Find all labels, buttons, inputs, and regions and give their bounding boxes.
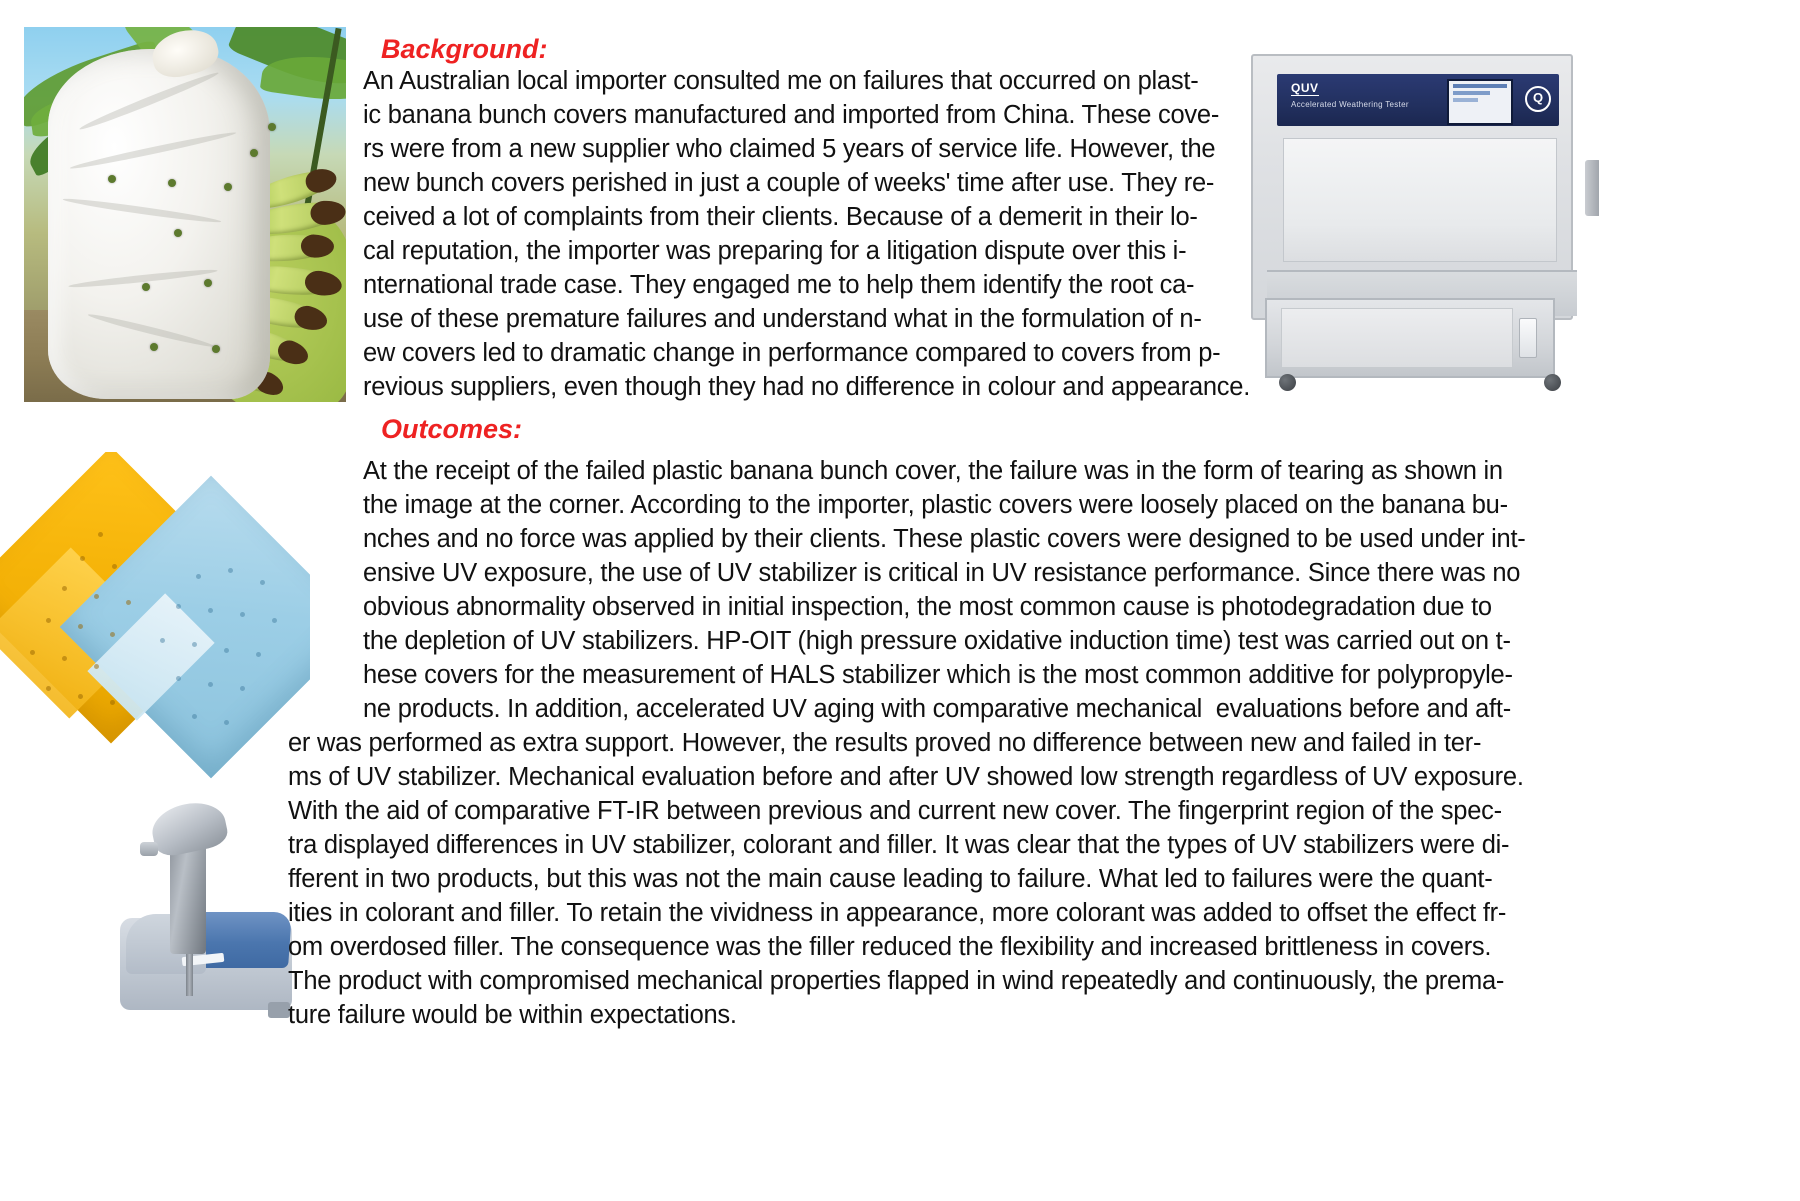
cover-perforation [142, 283, 150, 291]
cover-perforation [108, 175, 116, 183]
text-line: nches and no force was applied by their clients. These plastic covers were designed to be used under int- [363, 525, 1526, 553]
cover-perforation [212, 345, 220, 353]
tester-display-screen [1447, 79, 1513, 125]
tester-pedestal [1265, 298, 1555, 378]
cover-perforation [168, 179, 176, 187]
instrument-head [148, 797, 230, 859]
tester-caster-wheel [1279, 374, 1296, 391]
text-line: ms of UV stabilizer. Mechanical evaluation before and after UV showed low strength regardless of UV exposure. [288, 763, 1524, 791]
text-line: new bunch covers perished in just a couple of weeks' time after use. They re- [363, 169, 1215, 197]
text-line: hese covers for the measurement of HALS stabilizer which is the most common additive for polypropyle- [363, 661, 1513, 689]
text-line: use of these premature failures and understand what in the formulation of n- [363, 305, 1202, 333]
background-section-heading: Background: [381, 34, 548, 64]
text-line: om overdosed filler. The consequence was the filler reduced the flexibility and increased brittleness in covers. [288, 933, 1492, 961]
text-line: ic banana bunch covers manufactured and imported from China. These cove- [363, 101, 1220, 129]
text-line: obvious abnormality observed in initial inspection, the most common cause is photodegradation due to [363, 593, 1492, 621]
text-line: er was performed as extra support. However, the results proved no difference between new and failed in ter- [288, 729, 1482, 757]
text-line: At the receipt of the failed plastic banana bunch cover, the failure was in the form of tearing as shown in [363, 457, 1503, 485]
text-line: fferent in two products, but this was not the main cause leading to failure. What led to failures were the quant- [288, 865, 1493, 893]
cover-perforation [268, 123, 276, 131]
quv-brand-label: QUV [1291, 81, 1319, 95]
instrument-foot [268, 1002, 290, 1018]
tester-caster-wheel [1544, 374, 1561, 391]
text-line: ew covers led to dramatic change in performance compared to covers from p- [363, 339, 1221, 367]
text-line: tra displayed differences in UV stabilizer, colorant and filler. It was clear that the types of UV stabilizers were di- [288, 831, 1510, 859]
text-line: rs were from a new supplier who claimed 5 years of service life. However, the [363, 135, 1216, 163]
text-line: nternational trade case. They engaged me to help them identify the root ca- [363, 271, 1195, 299]
text-line: cal reputation, the importer was preparing for a litigation dispute over this i- [363, 237, 1187, 265]
text-line: ne products. In addition, accelerated UV aging with comparative mechanical evaluations before and aft- [363, 695, 1511, 723]
outcomes-section-heading: Outcomes: [381, 414, 523, 444]
plastic-bunch-cover-bag [48, 49, 270, 399]
tester-cabinet [1251, 54, 1573, 320]
text-line: ensive UV exposure, the use of UV stabilizer is critical in UV resistance performance. Since there was no [363, 559, 1521, 587]
tester-door-panel [1283, 138, 1557, 262]
pedestal-door [1281, 308, 1513, 368]
quv-model-label: Accelerated Weathering Tester [1291, 100, 1409, 109]
quv-weathering-tester-photo [1241, 40, 1599, 395]
text-line: the image at the corner. According to the importer, plastic covers were loosely placed on the banana bu- [363, 491, 1508, 519]
cover-perforation [174, 229, 182, 237]
text-line: revious suppliers, even though they had no difference in colour and appearance. [363, 373, 1251, 401]
q-lab-badge: Q [1525, 86, 1551, 112]
tester-control-panel [1277, 74, 1559, 126]
text-line: An Australian local importer consulted me on failures that occurred on plast- [363, 67, 1199, 95]
cover-perforation [150, 343, 158, 351]
tester-side-pipe [1585, 160, 1599, 216]
text-line: ceived a lot of complaints from their clients. Because of a demerit in their lo- [363, 203, 1198, 231]
water-level-gauge [1519, 318, 1537, 358]
text-line: ities in colorant and filler. To retain the vividness in appearance, more colorant was added to offset the effect fr- [288, 899, 1507, 927]
text-line: the depletion of UV stabilizers. HP-OIT (high pressure oxidative induction time) test was carried out on t- [363, 627, 1511, 655]
banana-bunch-cover-photo [24, 27, 346, 402]
plastic-cover-sheets-photo [0, 452, 310, 782]
cover-perforation [204, 279, 212, 287]
instrument-knob [140, 842, 158, 856]
cover-perforation [250, 149, 258, 157]
cover-perforation [224, 183, 232, 191]
text-line: ture failure would be within expectations. [288, 1001, 737, 1029]
text-line: The product with compromised mechanical properties flapped in wind repeatedly and continuously, the prema- [288, 967, 1505, 995]
ftir-spectrometer-photo [118, 792, 296, 1020]
text-line: With the aid of comparative FT-IR between previous and current new cover. The fingerprint region of the spec- [288, 797, 1502, 825]
